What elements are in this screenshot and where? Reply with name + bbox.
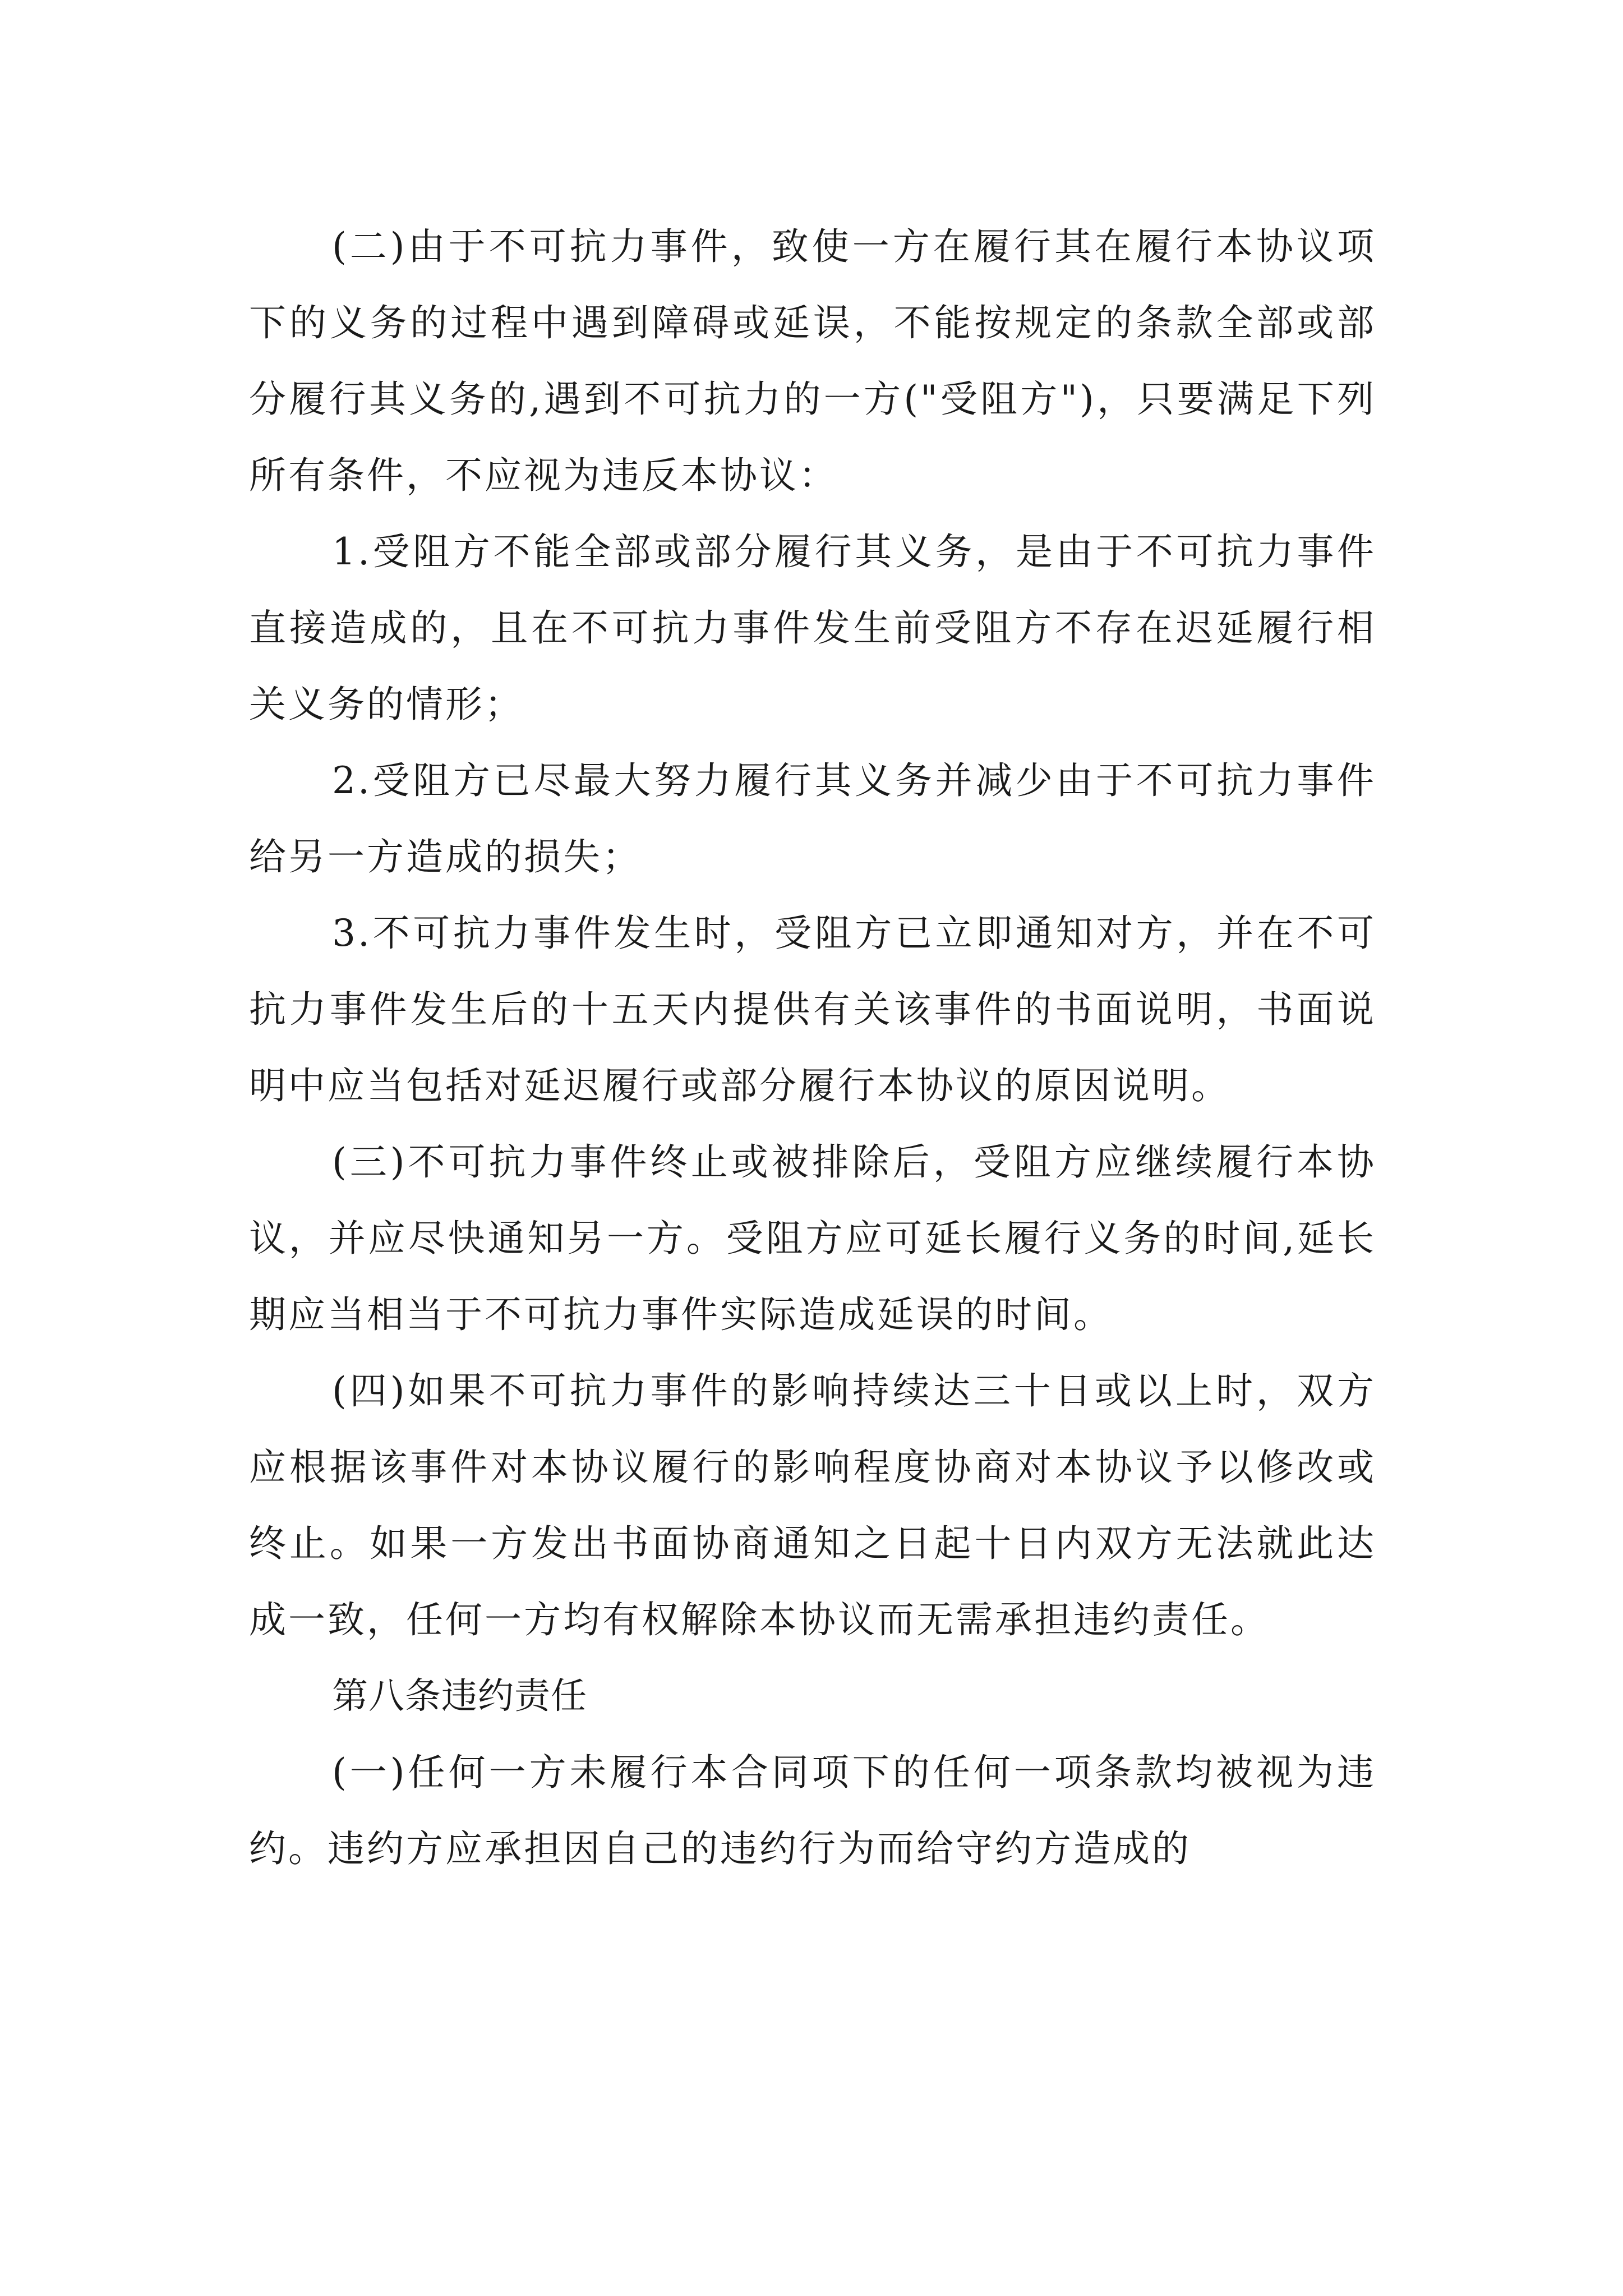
paragraph-breach-1: (一)任何一方未履行本合同项下的任何一项条款均被视为违约。违约方应承担因自己的违约行为而给守约方造成的: [249, 1751, 1376, 1870]
paragraph-force-majeure-3: (三)不可抗力事件终止或被排除后，受阻方应继续履行本协议，并应尽快通知另一方。受阻方应可延长履行义务的时间,延长期应当相当于不可抗力事件实际造成延误的时间。: [249, 1140, 1376, 1336]
paragraph-force-majeure-2: (二)由于不可抗力事件，致使一方在履行其在履行本协议项下的义务的过程中遇到障碍或延误，不能按规定的条款全部或部分履行其义务的,遇到不可抗力的一方("受阻方")，只要满足下列所有条件，不应视为违反本协议：: [249, 225, 1376, 497]
paragraph-condition-2: 2.受阻方已尽最大努力履行其义务并减少由于不可抗力事件给另一方造成的损失；: [249, 759, 1376, 878]
paragraph-condition-3: 3.不可抗力事件发生时，受阻方已立即通知对方，并在不可抗力事件发生后的十五天内提供有关该事件的书面说明，书面说明中应当包括对延迟履行或部分履行本协议的原因说明。: [249, 912, 1376, 1107]
section-heading: 第八条违约责任: [332, 1676, 587, 1717]
document-body: [249, 209, 1376, 1887]
paragraph-force-majeure-4: (四)如果不可抗力事件的影响持续达三十日或以上时，双方应根据该事件对本协议履行的影响程度协商对本协议予以修改或终止。如果一方发出书面协商通知之日起十日内双方无法就此达成一致，任何一方均有权解除本协议而无需承担违约责任。: [249, 1369, 1376, 1641]
paragraph-condition-1: 1.受阻方不能全部或部分履行其义务，是由于不可抗力事件直接造成的，且在不可抗力事件发生前受阻方不存在迟延履行相关义务的情形；: [249, 530, 1376, 726]
